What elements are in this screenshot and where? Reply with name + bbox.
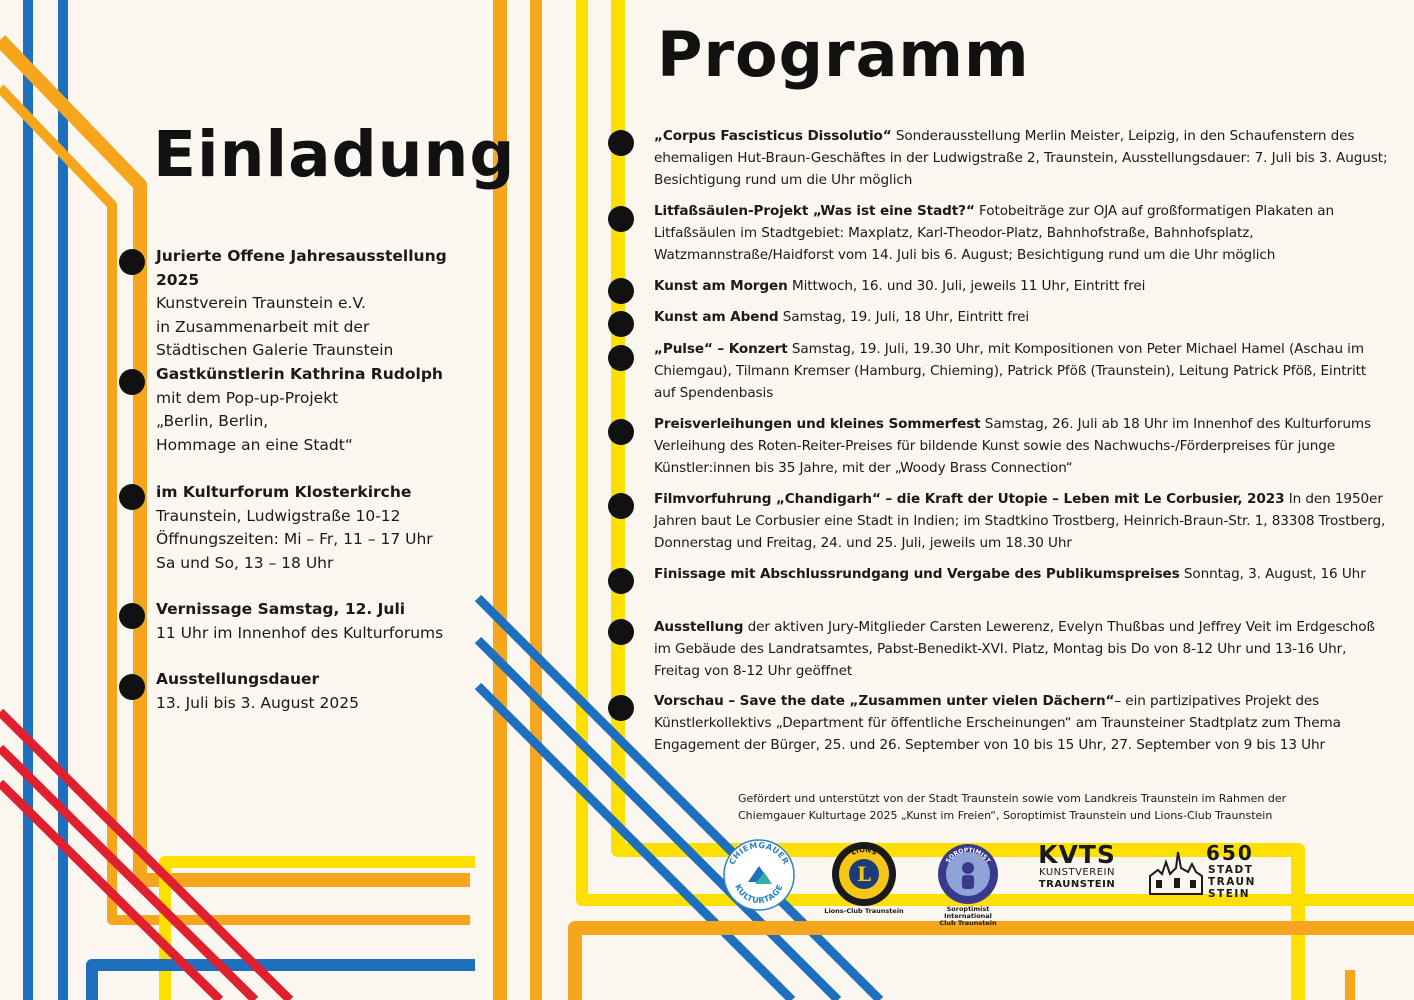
program-item — [654, 201, 1389, 266]
block-line: Öffnungszeiten: Mi – Fr, 11 – 17 Uhr — [156, 530, 433, 548]
program-item-text: Fotobeiträge zur OJA auf großformatigen Plakaten an Litfaßsäulen im Stadtgebiet: Maxplatz, Karl-Theodor-Platz, Bahnhofstraße, Bahnhofsplatz, Watzmannstraße/Haidforst vom 14. Juli bis 6. August; Besichtigung rund um die Uhr möglich — [654, 203, 1335, 263]
bullet-dot — [608, 130, 634, 156]
einladung-block-duration — [156, 668, 486, 715]
block-line: „Berlin, Berlin, — [156, 412, 269, 430]
lions-letter: L — [856, 862, 872, 886]
program-item-title: Kunst am Abend — [654, 309, 779, 325]
kvts-line: TRAUNSTEIN — [1038, 879, 1116, 890]
town-skyline-icon — [1148, 846, 1204, 896]
block-line: in Zusammenarbeit mit der — [156, 317, 370, 336]
bullet-dot — [608, 206, 634, 232]
program-item-title: „Pulse“ – Konzert — [654, 341, 788, 357]
lions-club-logo — [830, 840, 898, 908]
block-heading: Gastkünstlerin Kathrina Rudolph — [156, 365, 443, 383]
program-item — [654, 276, 1389, 298]
program-item-title: Filmvorfuhrung „Chandigarh“ – die Kraft der Utopie – Leben mit Le Corbusier, 2023 — [654, 491, 1285, 507]
program-item-text: – ein partizipatives Projekt des Künstlerkollektivs „Department für öffentliche Erscheinungen“ am Traunsteiner Stadtplatz zum Thema Engagement der Bürger, 25. und 26. September von 10 bis 15 Uhr, 27. September von 9 bis 13 Uhr — [654, 693, 1341, 753]
program-item-title: Preisverleihungen und kleines Sommerfest — [654, 416, 981, 432]
block-line: Sa und So, 13 – 18 Uhr — [156, 553, 334, 572]
program-item-text: Sonderausstellung Merlin Meister, Leipzig, in den Schaufenstern des ehemaligen Hut-Braun-Geschäftes in der Ludwigstraße 2, Traunstein, Ausstellungsdauer: 7. Juli bis 3. August; Besichtigung rund um die Uhr möglich — [654, 128, 1388, 188]
program-item — [654, 126, 1389, 191]
soroptimist-caption-line: Club Traunstein — [939, 919, 997, 927]
programm-title: Programm — [657, 18, 1030, 91]
einladung-block-guest-artist — [156, 363, 486, 457]
block-line: 13. Juli bis 3. August 2025 — [156, 693, 359, 712]
bullet-dot — [608, 419, 634, 445]
figure-head — [962, 862, 974, 874]
stadt-name: STADT TRAUN STEIN — [1208, 864, 1256, 900]
program-item — [654, 339, 1389, 404]
einladung-block-exhibition — [156, 245, 486, 363]
bullet-dot — [119, 484, 145, 510]
program-item-text: Sonntag, 3. August, 16 Uhr — [1179, 566, 1366, 582]
program-item-text: In den 1950er Jahren baut Le Corbusier eine Stadt in Indien; im Stadtkino Trostberg, Heinrich-Braun-Str. 1, 83308 Trostberg, Donnerstag und Freitag, 24. und 25. Juli, jeweils um 18.30 Uhr — [654, 491, 1386, 551]
program-item-title: „Corpus Fascisticus Dissolutio“ — [654, 128, 892, 144]
bullet-dot — [119, 674, 145, 700]
block-heading: Jurierte Offene Jahresausstellung 2025 — [156, 247, 447, 289]
block-line: Kunstverein Traunstein e.V. — [156, 294, 366, 312]
block-heading: im Kulturforum Klosterkirche — [156, 483, 412, 501]
bullet-dot — [608, 278, 634, 304]
soroptimist-caption — [922, 906, 1014, 927]
kvts-logo — [1038, 842, 1116, 891]
program-item-title: Ausstellung — [654, 619, 744, 635]
block-heading: Ausstellungsdauer — [156, 670, 320, 688]
stripe-orange — [575, 928, 1414, 1000]
program-item-title: Kunst am Morgen — [654, 278, 788, 294]
program-item — [654, 564, 1389, 586]
program-item-text: Samstag, 26. Juli ab 18 Uhr im Innenhof des Kulturforums Verleihung des Roten-Reiter-Preises für bildende Kunst sowie des Nachwuchs-/Förderpreises für junge Künstler:innen bis 35 Jahre, mit der „Woody Brass Connection“ — [654, 416, 1372, 476]
bullet-dot — [608, 311, 634, 337]
bullet-dot — [608, 345, 634, 371]
lions-caption: Lions-Club Traunstein — [824, 907, 904, 915]
bullet-dot — [608, 493, 634, 519]
program-item-text: Samstag, 19. Juli, 19.30 Uhr, mit Kompositionen von Peter Michael Hamel (Aschau im Chiemgau), Tilmann Kremser (Hamburg, Chieming), Patrick Pföß (Traunstein), Leitung Patrick Pföß, Eintritt auf Spendenbasis — [654, 341, 1367, 401]
bullet-dot — [119, 249, 145, 275]
program-item-text: Samstag, 19. Juli, 18 Uhr, Eintritt frei — [778, 309, 1030, 325]
soroptimist-logo — [936, 842, 1000, 906]
program-item-title: Litfaßsäulen-Projekt „Was ist eine Stadt?“ — [654, 203, 975, 219]
einladung-title: Einladung — [153, 118, 516, 191]
bullet-dot — [608, 568, 634, 594]
block-heading: Vernissage Samstag, 12. Juli — [156, 600, 406, 618]
program-item — [654, 691, 1389, 756]
program-item — [654, 489, 1389, 554]
block-line: 11 Uhr im Innenhof des Kulturforums — [156, 623, 444, 642]
program-item-title: Finissage mit Abschlussrundgang und Vergabe des Publikumspreises — [654, 566, 1180, 582]
soroptimist-caption-line: Soroptimist International — [944, 905, 992, 920]
bullet-dot — [608, 695, 634, 721]
einladung-block-vernissage — [156, 598, 486, 645]
stadt-anniversary-number: 650 — [1206, 841, 1254, 865]
program-item-title: Vorschau – Save the date „Zusammen unter vielen Dächern“ — [654, 693, 1115, 709]
program-item-text: der aktiven Jury-Mitglieder Carsten Lewerenz, Evelyn Thußbas und Jeffrey Veit im Erdgeschoß im Gebäude des Landratsamtes, Pabst-Benedikt-XVI. Platz, Montag bis Do von 8-12 Uhr und 13-16 Uhr, Freitag von 8-12 Uhr geöffnet — [654, 619, 1375, 679]
soroptimist-ring-text: SOROPTIMIST — [944, 846, 992, 865]
block-line: mit dem Pop-up-Projekt — [156, 388, 339, 407]
program-item — [654, 617, 1389, 682]
kvts-line: KUNSTVEREIN — [1039, 867, 1115, 878]
kvts-letters: KVTS — [1038, 840, 1116, 869]
program-item — [654, 414, 1389, 479]
einladung-block-venue — [156, 481, 486, 575]
program-item — [654, 307, 1389, 329]
block-line: Hommage an eine Stadt“ — [156, 435, 353, 454]
chiemgauer-bottom-text: KULTURTAGE — [733, 882, 785, 906]
program-item-text: Mittwoch, 16. und 30. Juli, jeweils 11 Uhr, Eintritt frei — [787, 278, 1146, 294]
block-line: Traunstein, Ludwigstraße 10-12 — [156, 506, 401, 525]
sponsor-text: Gefördert und unterstützt von der Stadt Traunstein sowie vom Landkreis Traunstein im Rahmen der Chiemgauer Kulturtage 2025 „Kunst im Freien“, Soroptimist Traunstein und Lions-Club Traunstein — [738, 792, 1287, 822]
lions-ring-text: LIONS — [849, 845, 878, 857]
bullet-dot — [119, 369, 145, 395]
block-line: Städtischen Galerie Traunstein — [156, 341, 394, 359]
chiemgauer-top-text: CHIEMGAUER — [727, 840, 791, 867]
figure-body — [962, 875, 974, 889]
bullet-dot — [608, 619, 634, 645]
bullet-dot — [119, 603, 145, 629]
chiemgauer-kulturtage-logo — [722, 838, 796, 912]
